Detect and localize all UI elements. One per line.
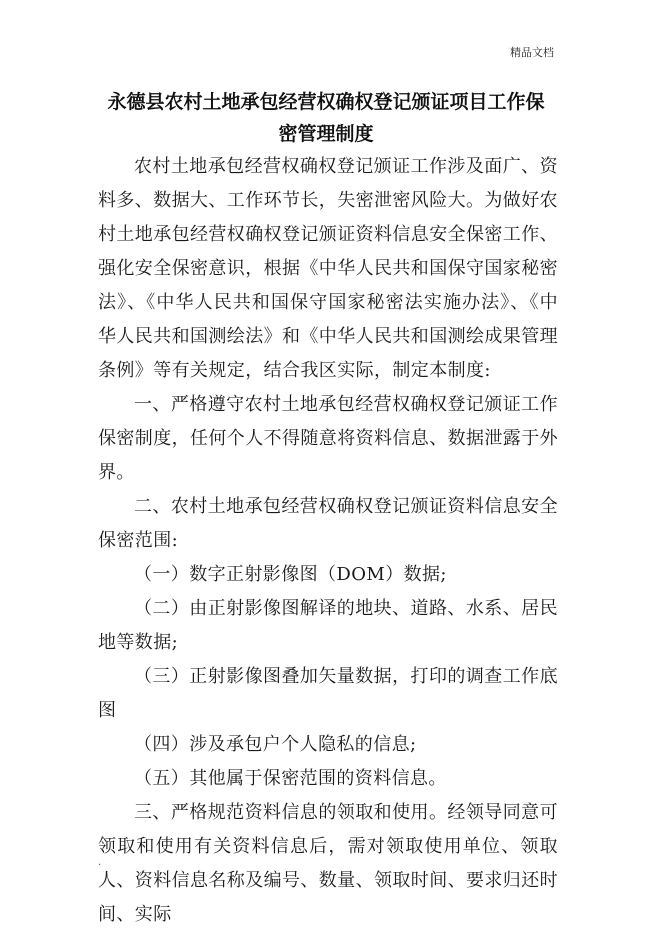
paragraph-item-4: （四）涉及承包户个人隐私的信息; xyxy=(134,734,417,755)
footer-mark: . xyxy=(98,857,102,868)
document-title-line-1: 永德县农村土地承包经营权确权登记颁证项目工作保 xyxy=(107,91,545,113)
paragraph-rule-3: 三、严格规范资料信息的领取和使用。经领导同意可领取和使用有关资料信息后，需对领取使用单位、领取人、资料信息名称及编号、数量、领取时间、要求归还时间、实际 xyxy=(98,802,558,925)
document-title-line-2: 密管理制度 xyxy=(278,123,374,145)
paragraph-item-2: （二）由正射影像图解译的地块、道路、水系、居民地等数据; xyxy=(98,598,558,653)
paragraph-intro: 农村土地承包经营权确权登记颁证工作涉及面广、资料多、数据大、工作环节长，失密泄密风险大。为做好农村土地承包经营权确权登记颁证资料信息安全保密工作、强化安全保密意识，根据《中华人民共和国保守国家秘密法》、《中华人民共和国保守国家秘密法实施办法》、《中华人民共和国测绘法》和《中华人民共和国测绘成果管理条例》等有关规定，结合我区实际，制定本制度: xyxy=(98,156,558,381)
paragraph-item-3: （三）正射影像图叠加矢量数据，打印的调查工作底图 xyxy=(98,666,558,721)
header-tag: 精品文档 xyxy=(510,46,554,59)
paragraph-rule-1: 一、严格遵守农村土地承包经营权确权登记颁证工作保密制度，任何个人不得随意将资料信息、数据泄露于外界。 xyxy=(98,394,558,483)
paragraph-item-1: （一）数字正射影像图（DOM）数据; xyxy=(134,564,447,585)
document-body xyxy=(98,150,558,932)
paragraph-rule-2: 二、农村土地承包经营权确权登记颁证资料信息安全保密范围: xyxy=(98,496,558,551)
paragraph-item-5: （五）其他属于保密范围的资料信息。 xyxy=(134,768,447,789)
